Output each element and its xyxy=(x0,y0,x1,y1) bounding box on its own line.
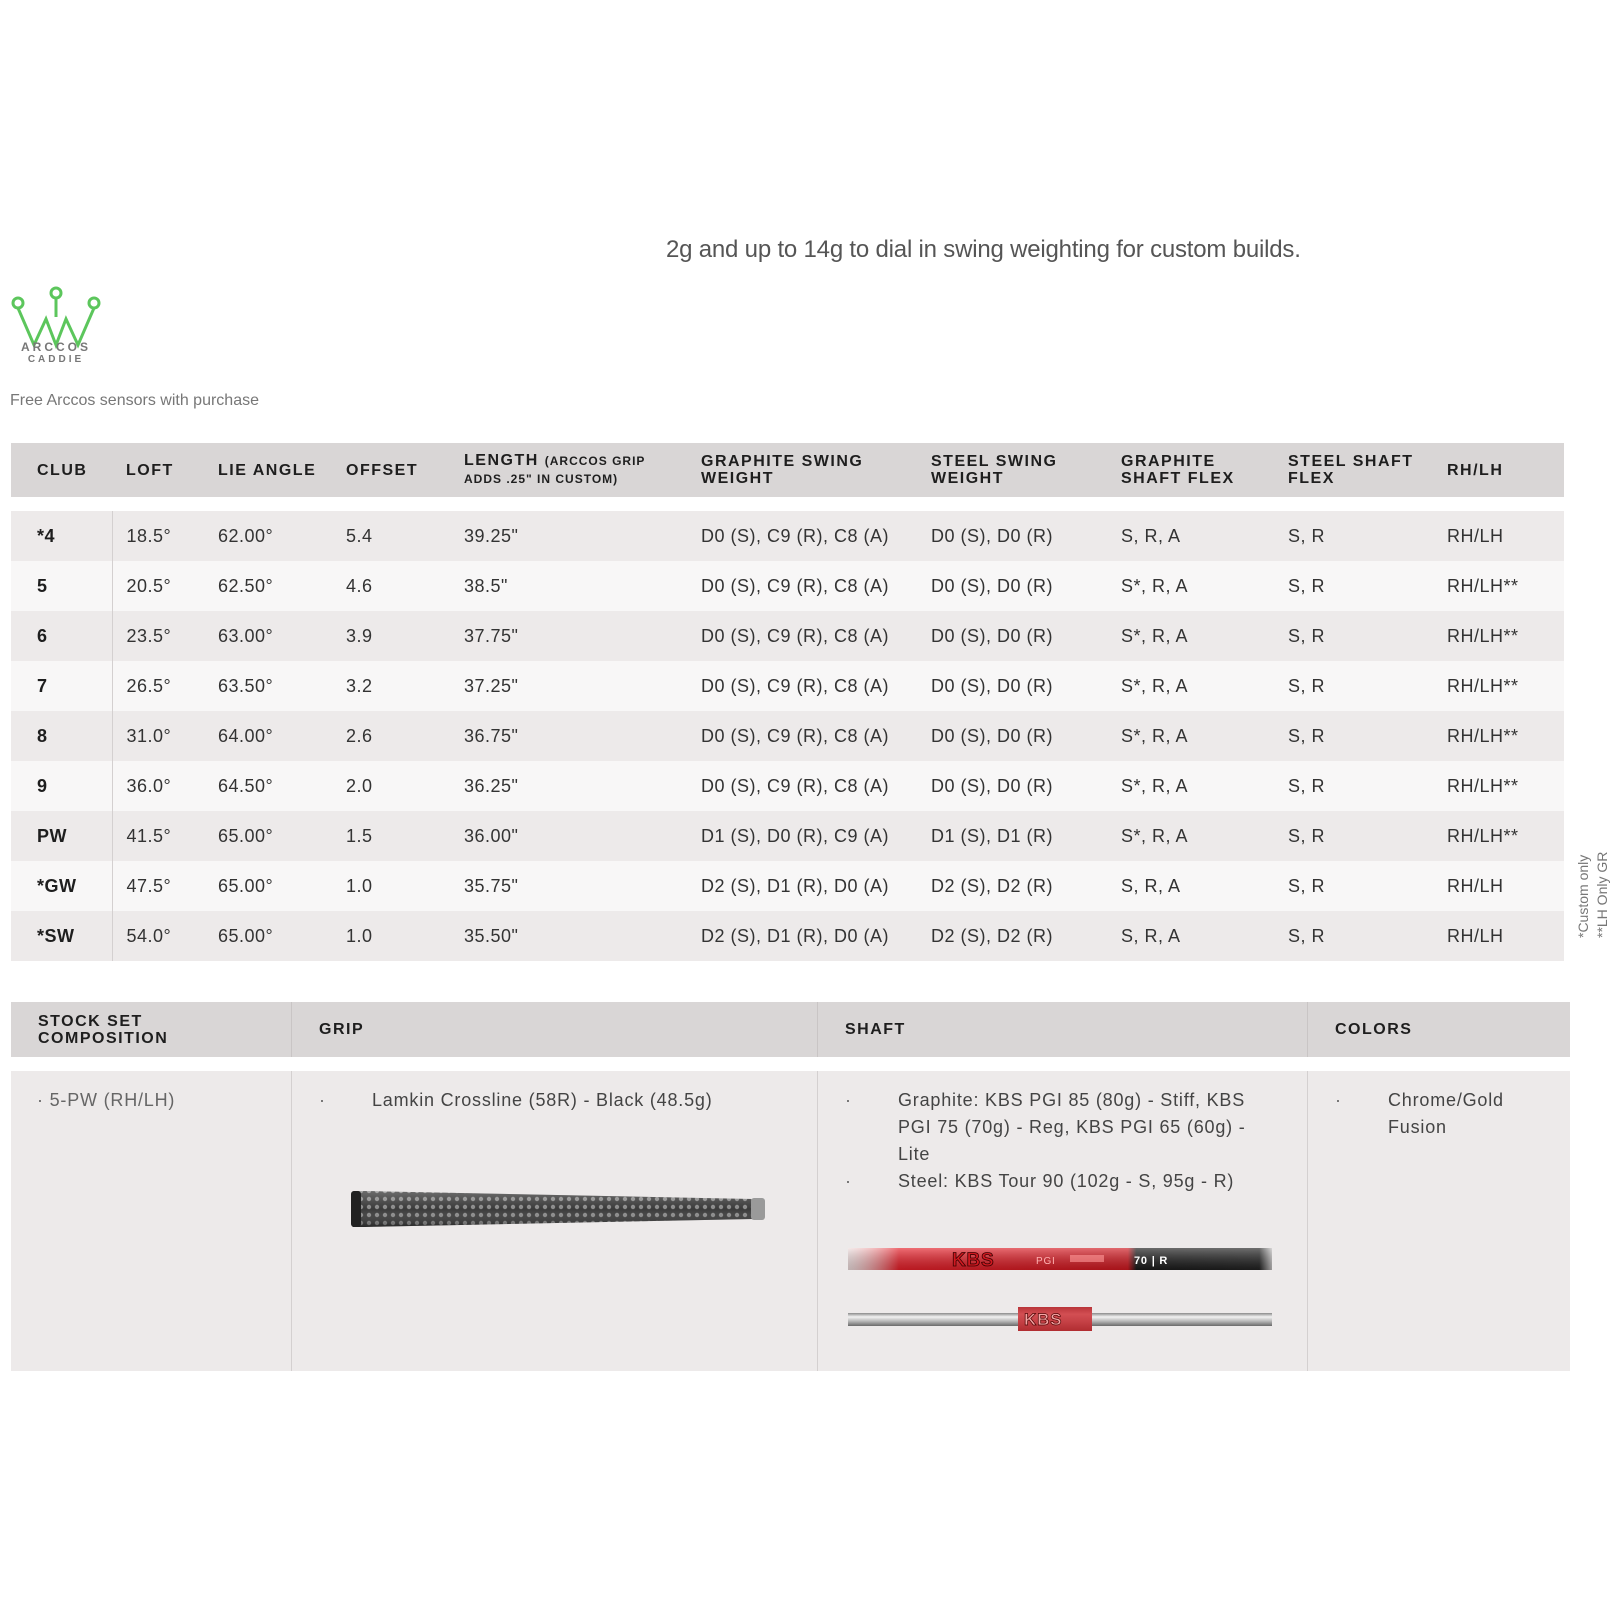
colors-line1: Chrome/Gold xyxy=(1388,1090,1504,1110)
cell-ssw: D0 (S), D0 (R) xyxy=(917,511,1107,561)
cell-offset: 1.0 xyxy=(332,861,450,911)
table-row xyxy=(11,711,1564,761)
cell-loft: 26.5° xyxy=(112,661,204,711)
cell-gsw: D2 (S), D1 (R), D0 (A) xyxy=(687,861,917,911)
table-row xyxy=(11,811,1564,861)
cell-ssf: S, R xyxy=(1274,511,1433,561)
cell-loft: 18.5° xyxy=(112,511,204,561)
cell-offset: 5.4 xyxy=(332,511,450,561)
cell-ssw: D1 (S), D1 (R) xyxy=(917,811,1107,861)
cell-hand: RH/LH** xyxy=(1433,611,1564,661)
cell-hand: RH/LH** xyxy=(1433,761,1564,811)
header-ssw-line2: WEIGHT xyxy=(931,470,1004,487)
graphite-shaft-brand: KBS xyxy=(952,1250,995,1271)
cell-lie: 65.00° xyxy=(204,811,332,861)
cell-gsf: S, R, A xyxy=(1107,511,1274,561)
cell-length: 36.75" xyxy=(450,711,687,761)
header-gsw-line1: GRAPHITE SWING xyxy=(701,453,864,470)
cell-length: 35.50" xyxy=(450,911,687,961)
header-length-note1: (ARCCOS GRIP xyxy=(544,454,646,468)
shaft-bullet-steel: · xyxy=(845,1171,852,1191)
cell-club: *SW xyxy=(11,911,112,961)
grip-value: Lamkin Crossline (58R) - Black (48.5g) xyxy=(372,1090,713,1110)
cell-gsw: D0 (S), C9 (R), C8 (A) xyxy=(687,761,917,811)
grip-image-icon xyxy=(349,1187,767,1231)
cell-offset: 2.6 xyxy=(332,711,450,761)
shaft-steel-line: Steel: KBS Tour 90 (102g - S, 95g - R) xyxy=(898,1171,1235,1191)
side-notes xyxy=(1574,852,1612,938)
cell-club: *4 xyxy=(11,511,112,561)
shaft-graphite-line3: Lite xyxy=(898,1144,931,1164)
cell-hand: RH/LH xyxy=(1433,861,1564,911)
cell-ssf: S, R xyxy=(1274,561,1433,611)
cell-hand: RH/LH** xyxy=(1433,561,1564,611)
cell-ssf: S, R xyxy=(1274,711,1433,761)
cell-lie: 62.00° xyxy=(204,511,332,561)
cell-length: 39.25" xyxy=(450,511,687,561)
cell-loft: 36.0° xyxy=(112,761,204,811)
cell-length: 36.25" xyxy=(450,761,687,811)
cell-gsf: S*, R, A xyxy=(1107,611,1274,661)
cell-loft: 23.5° xyxy=(112,611,204,661)
cell-length: 38.5" xyxy=(450,561,687,611)
header-stock-set-composition xyxy=(11,1002,292,1057)
graphite-shaft-flex: 70 | R xyxy=(1134,1255,1169,1267)
header-lie: LIE ANGLE xyxy=(204,443,332,497)
cell-loft: 54.0° xyxy=(112,911,204,961)
cell-gsw: D2 (S), D1 (R), D0 (A) xyxy=(687,911,917,961)
cell-length: 36.00" xyxy=(450,811,687,861)
table-row xyxy=(11,661,1564,711)
cell-gsw: D0 (S), C9 (R), C8 (A) xyxy=(687,511,917,561)
cell-loft: 20.5° xyxy=(112,561,204,611)
cell-club: 7 xyxy=(11,661,112,711)
cell-ssf: S, R xyxy=(1274,611,1433,661)
cell-gsf: S*, R, A xyxy=(1107,761,1274,811)
cell-gsf: S*, R, A xyxy=(1107,711,1274,761)
header-length-label: LENGTH xyxy=(464,452,539,469)
cell-gsw: D0 (S), C9 (R), C8 (A) xyxy=(687,561,917,611)
header-graphite-swing-weight xyxy=(687,443,917,497)
cell-club: 5 xyxy=(11,561,112,611)
header-gsw-line2: WEIGHT xyxy=(701,470,774,487)
cell-offset: 1.5 xyxy=(332,811,450,861)
table-row xyxy=(11,561,1564,611)
cell-lie: 64.00° xyxy=(204,711,332,761)
cell-offset: 4.6 xyxy=(332,561,450,611)
logo-text-caddie: CADDIE xyxy=(27,354,85,365)
cell-ssw: D2 (S), D2 (R) xyxy=(917,861,1107,911)
cell-gsf: S*, R, A xyxy=(1107,811,1274,861)
graphite-shaft-image-icon xyxy=(848,1245,1272,1273)
cell-length: 35.75" xyxy=(450,861,687,911)
shaft-graphite-line1: Graphite: KBS PGI 85 (80g) - Stiff, KBS xyxy=(898,1090,1246,1110)
header-length-note2: ADDS .25" IN CUSTOM) xyxy=(464,472,619,486)
header-ssf-line2: FLEX xyxy=(1288,470,1335,487)
cell-hand: RH/LH xyxy=(1433,911,1564,961)
cell-lie: 65.00° xyxy=(204,911,332,961)
cell-ssf: S, R xyxy=(1274,861,1433,911)
cell-club: 9 xyxy=(11,761,112,811)
header-gsf-line2: SHAFT FLEX xyxy=(1121,470,1235,487)
header-graphite-shaft-flex xyxy=(1107,443,1274,497)
cell-loft: 41.5° xyxy=(112,811,204,861)
cell-lie: 63.00° xyxy=(204,611,332,661)
table-row xyxy=(11,911,1564,961)
cell-gsf: S*, R, A xyxy=(1107,561,1274,611)
stock-header-row xyxy=(11,1002,1570,1057)
cell-gsw: D1 (S), D0 (R), C9 (A) xyxy=(687,811,917,861)
cell-hand: RH/LH** xyxy=(1433,661,1564,711)
header-ssw-line1: STEEL SWING xyxy=(931,453,1058,470)
header-hand: RH/LH xyxy=(1433,443,1564,497)
spec-header-row xyxy=(11,443,1564,497)
colors-bullet: · xyxy=(1335,1090,1342,1110)
side-note-lh: **LH Only GR xyxy=(1594,851,1610,938)
cell-gsf: S, R, A xyxy=(1107,861,1274,911)
header-grip: GRIP xyxy=(292,1002,818,1057)
cell-club: 6 xyxy=(11,611,112,661)
shaft-bullet-graphite: · xyxy=(845,1090,852,1110)
table-row xyxy=(11,511,1564,561)
header-shaft: SHAFT xyxy=(818,1002,1308,1057)
cell-loft: 47.5° xyxy=(112,861,204,911)
shaft-cell xyxy=(818,1071,1308,1371)
colors-line2: Fusion xyxy=(1388,1117,1447,1137)
side-note-custom: *Custom only xyxy=(1575,854,1591,938)
cell-length: 37.75" xyxy=(450,611,687,661)
cell-gsw: D0 (S), C9 (R), C8 (A) xyxy=(687,711,917,761)
header-length xyxy=(450,443,687,497)
header-club: CLUB xyxy=(11,443,112,497)
cell-ssw: D0 (S), D0 (R) xyxy=(917,761,1107,811)
stock-body-row xyxy=(11,1071,1570,1371)
cell-ssw: D0 (S), D0 (R) xyxy=(917,611,1107,661)
table-row xyxy=(11,861,1564,911)
cell-ssw: D0 (S), D0 (R) xyxy=(917,711,1107,761)
cell-lie: 64.50° xyxy=(204,761,332,811)
grip-bullet: · xyxy=(319,1090,326,1110)
cell-ssw: D0 (S), D0 (R) xyxy=(917,561,1107,611)
steel-shaft-brand: KBS xyxy=(1024,1310,1063,1329)
promo-text: Free Arccos sensors with purchase xyxy=(10,392,259,409)
cell-offset: 3.2 xyxy=(332,661,450,711)
shaft-graphite-line2: PGI 75 (70g) - Reg, KBS PGI 65 (60g) - xyxy=(898,1117,1246,1137)
steel-shaft-image-icon xyxy=(848,1307,1272,1331)
cell-gsw: D0 (S), C9 (R), C8 (A) xyxy=(687,661,917,711)
header-gsf-line1: GRAPHITE xyxy=(1121,453,1216,470)
cell-ssw: D2 (S), D2 (R) xyxy=(917,911,1107,961)
cell-ssf: S, R xyxy=(1274,811,1433,861)
tagline: 2g and up to 14g to dial in swing weighting for custom builds. xyxy=(666,236,1301,263)
cell-ssf: S, R xyxy=(1274,911,1433,961)
cell-gsf: S, R, A xyxy=(1107,911,1274,961)
header-steel-swing-weight xyxy=(917,443,1107,497)
cell-club: 8 xyxy=(11,711,112,761)
stock-set-table xyxy=(11,1002,1570,1371)
cell-ssw: D0 (S), D0 (R) xyxy=(917,661,1107,711)
header-ssf-line1: STEEL SHAFT xyxy=(1288,453,1414,470)
cell-loft: 31.0° xyxy=(112,711,204,761)
header-composition-line2: COMPOSITION xyxy=(38,1029,169,1047)
colors-cell xyxy=(1308,1071,1570,1371)
header-composition-line1: STOCK SET xyxy=(38,1012,143,1030)
table-row xyxy=(11,761,1564,811)
cell-hand: RH/LH xyxy=(1433,511,1564,561)
spec-table xyxy=(11,443,1564,961)
graphite-shaft-label: PGI xyxy=(1036,1256,1056,1267)
composition-value: · 5-PW (RH/LH) xyxy=(37,1090,176,1110)
cell-length: 37.25" xyxy=(450,661,687,711)
cell-offset: 3.9 xyxy=(332,611,450,661)
cell-ssf: S, R xyxy=(1274,661,1433,711)
header-colors: COLORS xyxy=(1335,1021,1413,1038)
table-row xyxy=(11,611,1564,661)
cell-lie: 65.00° xyxy=(204,861,332,911)
cell-ssf: S, R xyxy=(1274,761,1433,811)
cell-offset: 1.0 xyxy=(332,911,450,961)
grip-cell xyxy=(292,1071,818,1371)
header-offset: OFFSET xyxy=(332,443,450,497)
cell-club: PW xyxy=(11,811,112,861)
composition-cell xyxy=(11,1071,292,1371)
header-loft: LOFT xyxy=(112,443,204,497)
cell-hand: RH/LH** xyxy=(1433,711,1564,761)
cell-lie: 62.50° xyxy=(204,561,332,611)
cell-club: *GW xyxy=(11,861,112,911)
logo-text-arccos: ARCCOS xyxy=(20,340,91,354)
cell-offset: 2.0 xyxy=(332,761,450,811)
cell-gsw: D0 (S), C9 (R), C8 (A) xyxy=(687,611,917,661)
cell-lie: 63.50° xyxy=(204,661,332,711)
header-steel-shaft-flex xyxy=(1274,443,1433,497)
cell-hand: RH/LH** xyxy=(1433,811,1564,861)
cell-gsf: S*, R, A xyxy=(1107,661,1274,711)
